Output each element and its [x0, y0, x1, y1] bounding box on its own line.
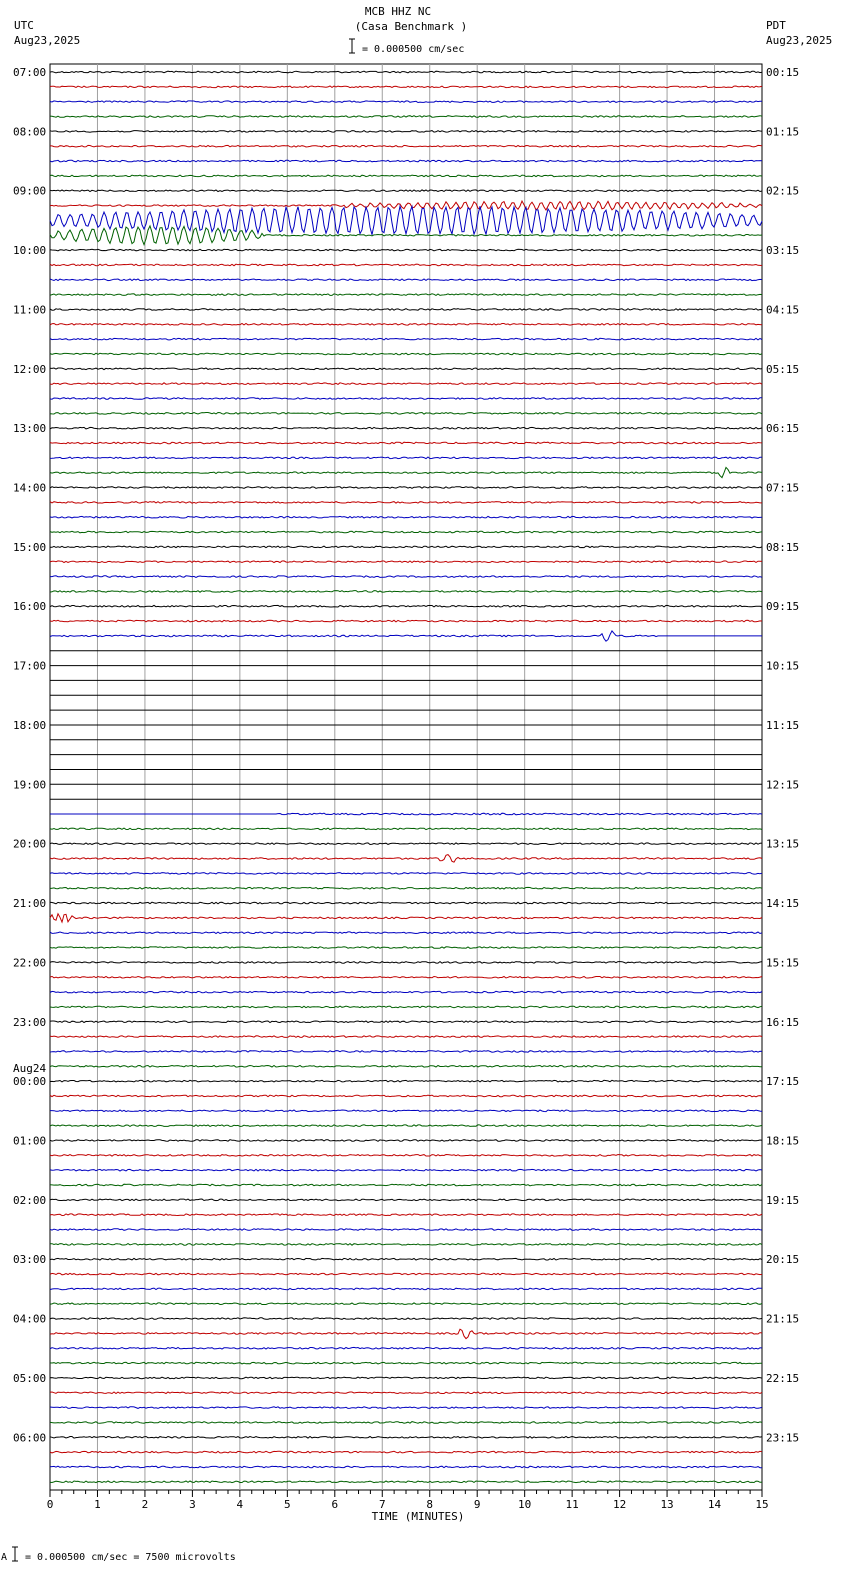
- utc-hour-label: 17:00: [13, 659, 47, 673]
- right-date: Aug23,2025: [766, 34, 833, 47]
- utc-hour-label: 22:00: [13, 956, 47, 970]
- trace-89: [50, 1392, 762, 1394]
- trace-1: [50, 86, 762, 88]
- trace-73: [50, 1155, 762, 1157]
- trace-2: [50, 101, 762, 103]
- trace-70: [50, 1110, 762, 1112]
- trace-78: [50, 1229, 762, 1231]
- trace-24: [50, 427, 762, 429]
- pdt-hour-label: 14:15: [766, 897, 800, 911]
- pdt-hour-label: 04:15: [766, 303, 800, 317]
- trace-37: [50, 620, 762, 622]
- utc-hour-label: 11:00: [13, 303, 47, 317]
- scale-bar-icon: [349, 39, 355, 53]
- pdt-hour-label: 11:15: [766, 718, 800, 732]
- x-tick-label: 7: [378, 1498, 386, 1511]
- trace-lines: [50, 71, 762, 1482]
- trace-33: [50, 561, 762, 563]
- trace-10: [50, 206, 762, 235]
- trace-66: [50, 1051, 762, 1053]
- x-axis: [47, 1490, 769, 1511]
- calibration-bar-icon: [12, 1547, 18, 1561]
- pdt-hour-label: 01:15: [766, 125, 800, 139]
- trace-84: [50, 1318, 762, 1320]
- trace-56: [50, 902, 762, 904]
- right-timezone: PDT: [766, 19, 786, 32]
- trace-17: [50, 324, 762, 326]
- scale-label: = 0.000500 cm/sec: [362, 44, 465, 55]
- trace-51: [50, 828, 762, 830]
- x-tick-label: 4: [236, 1498, 244, 1511]
- trace-54: [50, 873, 762, 875]
- trace-93: [50, 1451, 762, 1453]
- trace-67: [50, 1066, 762, 1068]
- hour-labels: [13, 66, 799, 1444]
- pdt-hour-label: 00:15: [766, 66, 800, 79]
- x-axis-title: TIME (MINUTES): [371, 1510, 465, 1523]
- footer-marker: A: [1, 1552, 8, 1563]
- trace-35: [50, 591, 762, 593]
- trace-75: [50, 1184, 762, 1186]
- trace-4: [50, 131, 762, 133]
- trace-7: [50, 175, 762, 177]
- pdt-hour-label: 06:15: [766, 422, 800, 436]
- pdt-hour-label: 23:15: [766, 1431, 800, 1445]
- calibration-footer: [1, 1547, 236, 1563]
- trace-71: [50, 1125, 762, 1127]
- pdt-hour-label: 07:15: [766, 481, 800, 495]
- x-tick-label: 5: [284, 1498, 291, 1511]
- pdt-hour-label: 03:15: [766, 244, 800, 258]
- chart-header: [14, 5, 832, 55]
- trace-5: [50, 145, 762, 147]
- utc-hour-label: 19:00: [13, 778, 47, 792]
- trace-20: [50, 368, 762, 370]
- x-tick-label: 15: [755, 1498, 769, 1511]
- trace-92: [50, 1437, 762, 1439]
- trace-34: [50, 576, 762, 578]
- trace-11: [50, 226, 762, 245]
- trace-63: [50, 1006, 762, 1008]
- trace-29: [50, 502, 762, 504]
- x-tick-label: 1: [94, 1498, 101, 1511]
- left-date: Aug23,2025: [14, 34, 81, 47]
- trace-52: [50, 843, 762, 845]
- pdt-hour-label: 12:15: [766, 778, 800, 792]
- pdt-hour-label: 13:15: [766, 837, 800, 851]
- pdt-hour-label: 20:15: [766, 1253, 800, 1267]
- trace-58: [50, 932, 762, 934]
- trace-28: [50, 487, 762, 489]
- x-tick-label: 0: [46, 1498, 54, 1511]
- trace-60: [50, 962, 762, 964]
- trace-50: [50, 813, 762, 815]
- utc-hour-label: 02:00: [13, 1193, 47, 1207]
- x-tick-label: 6: [331, 1498, 339, 1511]
- trace-9: [50, 201, 762, 210]
- trace-91: [50, 1422, 762, 1424]
- pdt-hour-label: 22:15: [766, 1371, 800, 1385]
- trace-30: [50, 516, 762, 518]
- trace-80: [50, 1258, 762, 1260]
- x-tick-label: 10: [518, 1498, 532, 1511]
- utc-hour-label: 03:00: [13, 1253, 47, 1267]
- pdt-hour-label: 08:15: [766, 540, 800, 554]
- trace-88: [50, 1377, 762, 1379]
- trace-25: [50, 442, 762, 444]
- pdt-hour-label: 15:15: [766, 956, 800, 970]
- trace-26: [50, 457, 762, 459]
- utc-hour-label: 08:00: [13, 125, 47, 139]
- utc-hour-label: 06:00: [13, 1431, 47, 1445]
- pdt-hour-label: 21:15: [766, 1312, 800, 1326]
- pdt-hour-label: 05:15: [766, 362, 800, 376]
- trace-6: [50, 160, 762, 162]
- x-tick-label: 8: [426, 1498, 434, 1511]
- trace-62: [50, 991, 762, 993]
- pdt-hour-label: 02:15: [766, 184, 800, 198]
- pdt-hour-label: 17:15: [766, 1075, 800, 1089]
- trace-8: [50, 190, 762, 192]
- x-tick-label: 2: [141, 1498, 149, 1511]
- trace-83: [50, 1303, 762, 1305]
- trace-65: [50, 1036, 762, 1038]
- trace-76: [50, 1199, 762, 1201]
- trace-53: [50, 855, 762, 863]
- plot-frame: [50, 64, 762, 1490]
- trace-90: [50, 1407, 762, 1409]
- trace-59: [50, 947, 762, 949]
- utc-hour-label: 18:00: [13, 718, 47, 732]
- trace-77: [50, 1214, 762, 1216]
- trace-86: [50, 1347, 762, 1349]
- trace-87: [50, 1362, 762, 1364]
- trace-14: [50, 279, 762, 281]
- utc-hour-label: 14:00: [13, 481, 47, 495]
- utc-hour-label: 00:00: [13, 1075, 47, 1089]
- utc-hour-label: 20:00: [13, 837, 47, 851]
- pdt-hour-label: 18:15: [766, 1134, 800, 1148]
- pdt-hour-label: 16:15: [766, 1015, 800, 1029]
- pdt-hour-label: 19:15: [766, 1193, 800, 1207]
- utc-hour-label: 12:00: [13, 362, 47, 376]
- date-change-label: Aug24: [13, 1062, 47, 1076]
- trace-82: [50, 1288, 762, 1290]
- trace-15: [50, 294, 762, 296]
- x-tick-label: 13: [660, 1498, 674, 1511]
- trace-3: [50, 116, 762, 118]
- utc-hour-label: 21:00: [13, 897, 47, 911]
- trace-27: [50, 467, 762, 477]
- utc-hour-label: 23:00: [13, 1015, 47, 1029]
- calibration-label: = 0.000500 cm/sec = 7500 microvolts: [25, 1552, 236, 1563]
- trace-69: [50, 1095, 762, 1097]
- pdt-hour-label: 09:15: [766, 600, 800, 614]
- x-tick-label: 11: [565, 1498, 579, 1511]
- trace-19: [50, 353, 762, 355]
- trace-21: [50, 383, 762, 385]
- x-tick-label: 3: [189, 1498, 196, 1511]
- time-grid: [50, 64, 762, 1490]
- trace-22: [50, 398, 762, 400]
- utc-hour-label: 07:00: [13, 66, 47, 79]
- trace-95: [50, 1481, 762, 1483]
- trace-64: [50, 1021, 762, 1023]
- trace-16: [50, 309, 762, 311]
- trace-72: [50, 1140, 762, 1142]
- utc-hour-label: 01:00: [13, 1134, 47, 1148]
- trace-68: [50, 1080, 762, 1082]
- left-timezone: UTC: [14, 19, 34, 32]
- trace-23: [50, 413, 762, 415]
- trace-38: [50, 631, 762, 641]
- utc-hour-label: 09:00: [13, 184, 47, 198]
- trace-13: [50, 264, 762, 266]
- trace-36: [50, 605, 762, 607]
- x-tick-label: 9: [473, 1498, 481, 1511]
- trace-61: [50, 976, 762, 978]
- trace-18: [50, 338, 762, 340]
- trace-85: [50, 1329, 762, 1338]
- trace-12: [50, 249, 762, 251]
- trace-32: [50, 546, 762, 548]
- pdt-hour-label: 10:15: [766, 659, 800, 673]
- utc-hour-label: 05:00: [13, 1371, 47, 1385]
- trace-94: [50, 1466, 762, 1468]
- trace-79: [50, 1244, 762, 1246]
- trace-55: [50, 887, 762, 889]
- trace-31: [50, 531, 762, 533]
- utc-hour-label: 15:00: [13, 540, 47, 554]
- utc-hour-label: 10:00: [13, 244, 47, 258]
- x-tick-label: 14: [707, 1498, 722, 1511]
- trace-74: [50, 1169, 762, 1171]
- x-tick-label: 12: [612, 1498, 627, 1511]
- utc-hour-label: 13:00: [13, 422, 47, 436]
- trace-0: [50, 71, 762, 73]
- utc-hour-label: 16:00: [13, 600, 47, 614]
- trace-81: [50, 1273, 762, 1275]
- utc-hour-label: 04:00: [13, 1312, 47, 1326]
- station-title: MCB HHZ NC: [364, 5, 432, 18]
- trace-57: [50, 914, 762, 922]
- site-subtitle: (Casa Benchmark ): [354, 20, 468, 33]
